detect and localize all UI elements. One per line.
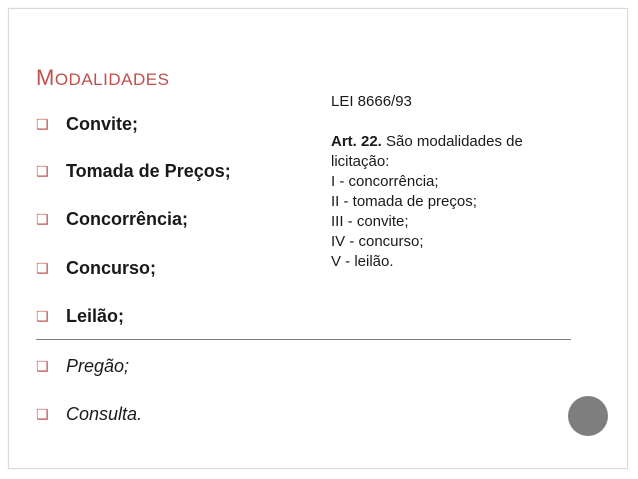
- bullet-box-icon: ❑: [36, 163, 49, 179]
- bullet-box-icon: ❑: [36, 406, 49, 422]
- list-item: [36, 205, 188, 233]
- law-line: III - convite;: [331, 213, 409, 230]
- title-initial: M: [36, 65, 55, 90]
- list-item: [36, 157, 231, 185]
- article-label: Art. 22.: [331, 133, 382, 150]
- law-article-line: [331, 132, 581, 152]
- list-item: [36, 302, 124, 330]
- list-item: [36, 254, 156, 282]
- decorative-circle-icon: [568, 396, 608, 436]
- list-item-text: Concurso;: [66, 257, 156, 278]
- law-excerpt: [331, 92, 581, 272]
- law-line: IV - concurso;: [331, 233, 424, 250]
- list-item-text: Tomada de Preços;: [66, 160, 231, 181]
- separator-line: [36, 339, 571, 340]
- slide-title: [36, 66, 169, 92]
- law-line: licitação:: [331, 153, 390, 170]
- law-line: V - leilão.: [331, 253, 394, 270]
- list-item-text: Pregão;: [66, 355, 130, 376]
- bullet-box-icon: ❑: [36, 260, 49, 276]
- law-line: II - tomada de preços;: [331, 193, 477, 210]
- bullet-box-icon: ❑: [36, 308, 49, 324]
- list-item: [36, 400, 142, 428]
- law-title: LEI 8666/93: [331, 93, 412, 110]
- list-item-text: Consulta.: [66, 403, 143, 424]
- title-rest: ODALIDADES: [54, 70, 170, 89]
- list-item: [36, 352, 129, 380]
- bullet-box-icon: ❑: [36, 358, 49, 374]
- bullet-box-icon: ❑: [36, 116, 49, 132]
- list-item-text: Convite;: [66, 113, 138, 134]
- list-item: [36, 110, 138, 138]
- law-line: I - concorrência;: [331, 173, 439, 190]
- article-text: São modalidades de: [381, 133, 523, 150]
- list-item-text: Leilão;: [66, 305, 125, 326]
- list-item-text: Concorrência;: [66, 208, 189, 229]
- bullet-box-icon: ❑: [36, 211, 49, 227]
